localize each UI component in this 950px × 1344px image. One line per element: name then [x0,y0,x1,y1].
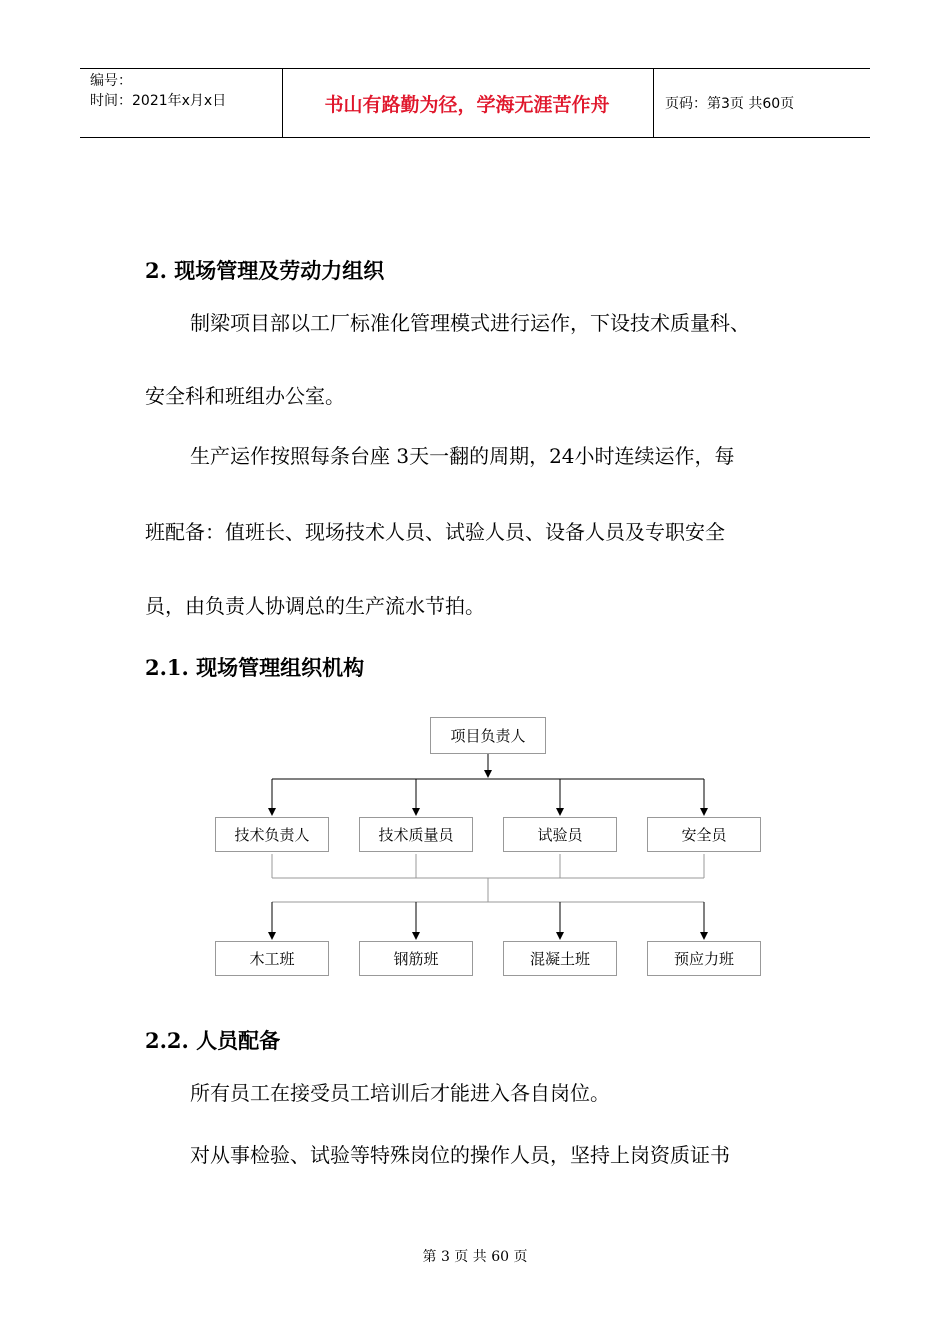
org-box-level3: 混凝土班 [503,941,617,976]
org-box-level2: 技术负责人 [215,817,329,852]
page-footer: 第 3 页 共 60 页 [422,1249,528,1265]
serial-label: 编号： [90,73,132,89]
paragraph-line: 所有员工在接受员工培训后才能进入各自岗位。 [190,1081,610,1105]
paragraph-line: 员，由负责人协调总的生产流水节拍。 [145,594,485,618]
org-box-level2: 试验员 [503,817,617,852]
org-box-level3: 预应力班 [647,941,761,976]
section-title: 2.2. 人员配备 [145,1028,281,1053]
org-box-top: 项目负责人 [430,717,546,754]
org-box-level2: 技术质量员 [359,817,473,852]
org-box-level2: 安全员 [647,817,761,852]
paragraph-line: 制梁项目部以工厂标准化管理模式进行运作，下设技术质量科、 [190,311,750,335]
paragraph-line: 班配备：值班长、现场技术人员、试验人员、设备人员及专职安全 [145,520,725,544]
time-label: 时间：2021年x月x日 [90,93,227,109]
header-page-label: 页码：第3页 共60页 [665,96,795,112]
header-motto: 书山有路勤为径，学海无涯苦作舟 [324,93,610,116]
org-box-level3: 钢筋班 [359,941,473,976]
org-box-level3: 木工班 [215,941,329,976]
section-title: 2.1. 现场管理组织机构 [145,655,365,680]
section-title: 2. 现场管理及劳动力组织 [145,258,385,283]
paragraph-line: 安全科和班组办公室。 [145,384,345,408]
paragraph-line: 对从事检验、试验等特殊岗位的操作人员，坚持上岗资质证书 [190,1143,730,1167]
paragraph-line: 生产运作按照每条台座 3天一翻的周期，24小时连续运作，每 [190,444,735,468]
